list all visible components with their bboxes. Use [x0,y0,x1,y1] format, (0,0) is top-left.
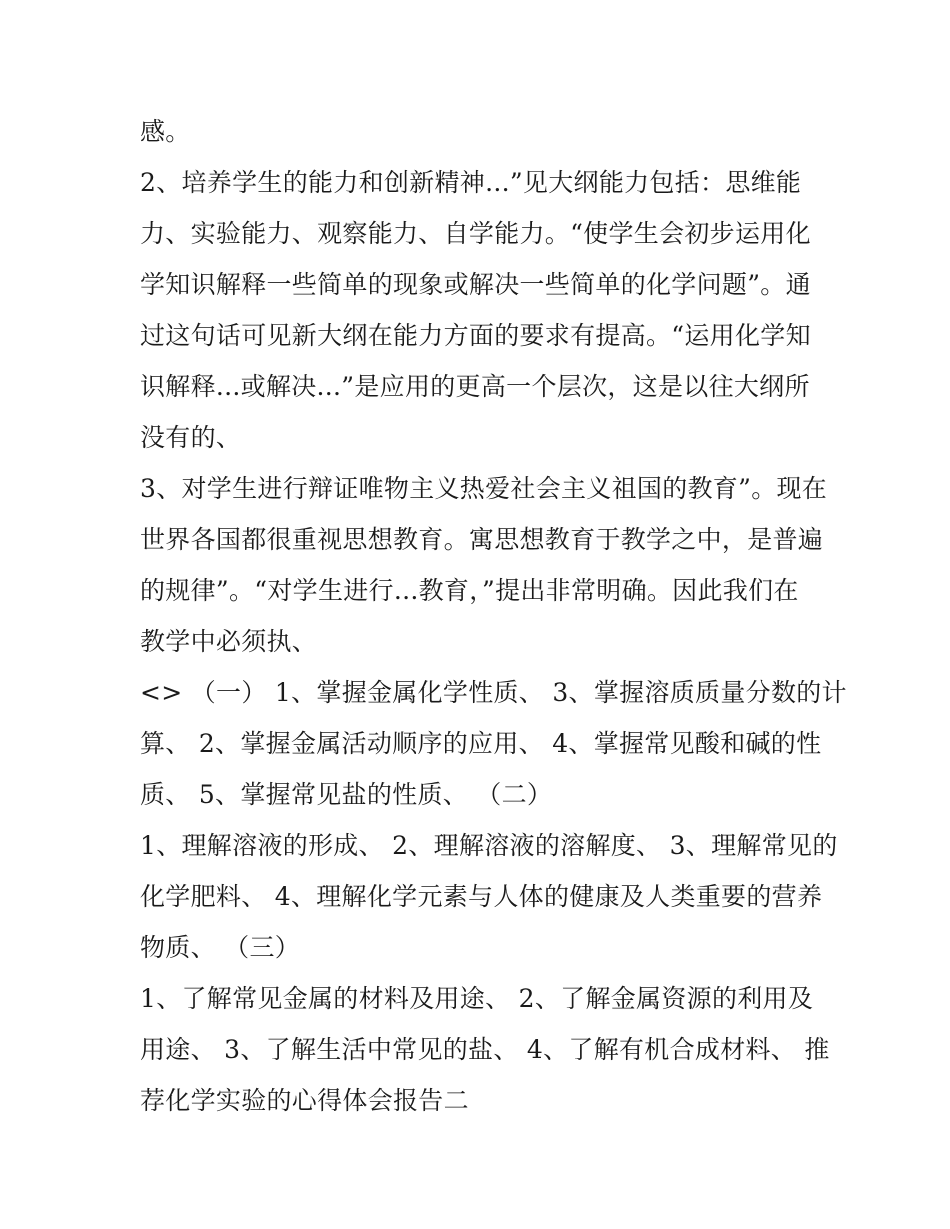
text-line: 2、培养学生的能力和创新精神...”见大纲能力包括：思维能 [140,168,802,197]
text-line: 荐化学实验的心得体会报告二 [140,1086,469,1115]
text-line: 1、理解溶液的形成、 2、理解溶液的溶解度、 3、理解常见的 [140,831,838,860]
text-line: 学知识解释一些简单的现象或解决一些简单的化学问题”。通 [140,270,811,299]
text-line: 用途、 3、了解生活中常见的盐、 4、了解有机合成材料、 推 [140,1035,830,1064]
document-body [140,106,847,1126]
text-line: 算、 2、掌握金属活动顺序的应用、 4、掌握常见酸和碱的性 [140,729,822,758]
text-line: 教学中必须执、 [140,627,318,656]
text-line: <> （一） 1、掌握金属化学性质、 3、掌握溶质质量分数的计 [140,678,847,707]
text-line: 力、实验能力、观察能力、自学能力。“使学生会初步运用化 [140,219,811,248]
text-line: 质、 5、掌握常见盐的性质、 （二） [140,780,553,809]
text-line: 没有的、 [140,423,242,452]
text-line: 1、了解常见金属的材料及用途、 2、了解金属资源的利用及 [140,984,814,1013]
text-line: 3、对学生进行辩证唯物主义热爱社会主义祖国的教育”。现在 [140,474,828,503]
text-line: 识解释...或解决...”是应用的更高一个层次，这是以往大纲所 [140,372,810,401]
text-line: 感。 [140,117,191,146]
text-line: 的规律”。“对学生进行...教育，”提出非常明确。因此我们在 [140,576,799,605]
text-line: 化学肥料、 4、理解化学元素与人体的健康及人类重要的营养 [140,882,823,911]
text-line: 过这句话可见新大纲在能力方面的要求有提高。“运用化学知 [140,321,811,350]
text-line: 世界各国都很重视思想教育。寓思想教育于教学之中，是普遍 [140,525,824,554]
text-line: 物质、 （三） [140,933,301,962]
